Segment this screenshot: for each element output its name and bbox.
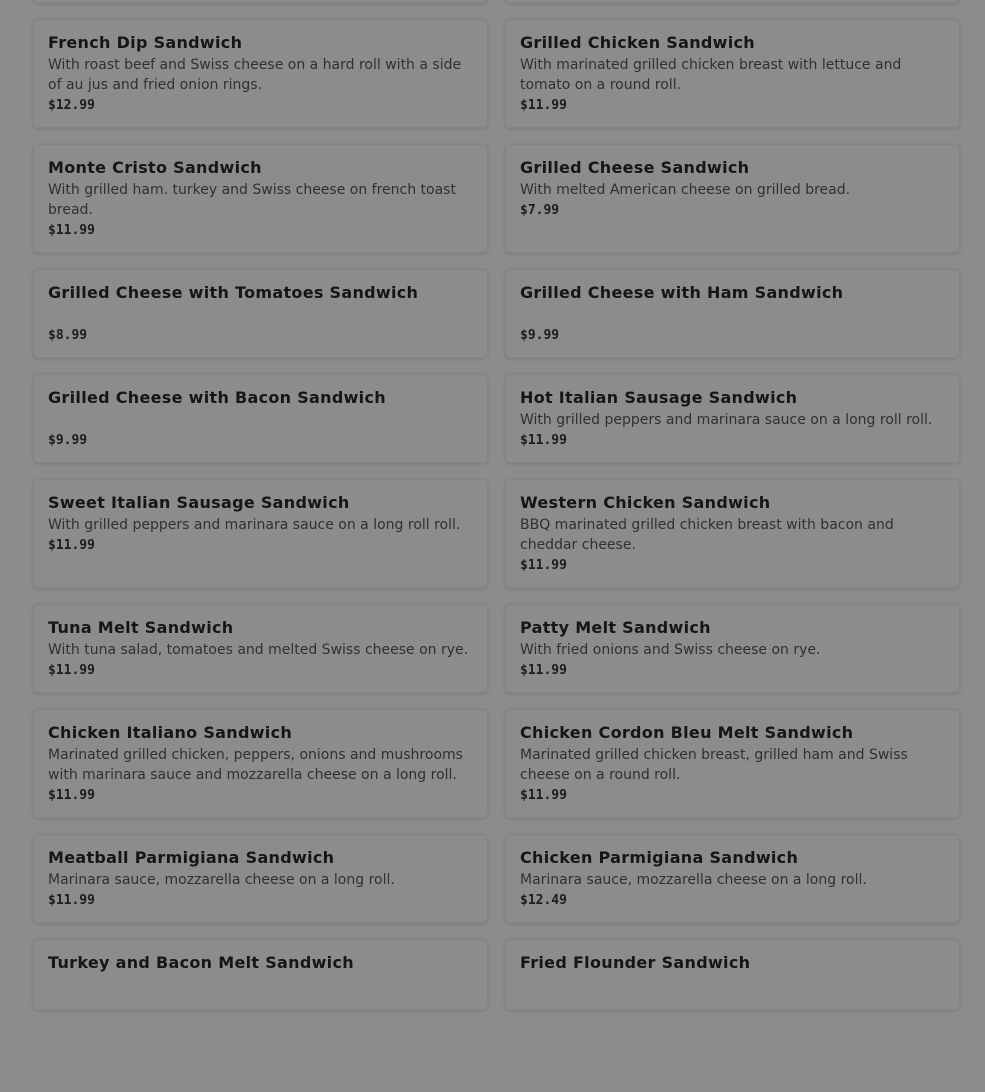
menu-item-description: Marinated grilled chicken, peppers, onions and mushrooms with marinara sauce and mozzarella cheese on a long roll.: [48, 747, 463, 783]
menu-item-description: With marinated grilled chicken breast with lettuce and tomato on a round roll.: [520, 57, 902, 93]
menu-item-name: Grilled Chicken Sandwich: [520, 33, 755, 52]
menu-item-price: $11.99: [520, 433, 567, 448]
menu-item-card[interactable]: [505, 604, 960, 693]
menu-item-description: With roast beef and Swiss cheese on a hard roll with a side of au jus and fried onion rings.: [48, 57, 462, 93]
menu-item-card[interactable]: [33, 269, 488, 358]
menu-item-name: Chicken Cordon Bleu Melt Sandwich: [520, 723, 854, 742]
menu-item-card[interactable]: [505, 834, 960, 923]
menu-item-price: $11.99: [520, 558, 567, 573]
menu-item-card[interactable]: [505, 709, 960, 818]
menu-item-price: $11.99: [48, 893, 95, 908]
menu-item-description: Marinara sauce, mozzarella cheese on a long roll.: [520, 872, 867, 888]
menu-item-price: $8.99: [48, 328, 88, 343]
menu-item-description: [520, 305, 945, 325]
menu-item-card[interactable]: [33, 834, 488, 923]
menu-item-description: [520, 975, 945, 995]
menu-item-description: Marinated grilled chicken breast, grilled ham and Swiss cheese on a round roll.: [520, 747, 908, 783]
menu-item-description: BBQ marinated grilled chicken breast with bacon and cheddar cheese.: [520, 517, 894, 553]
menu-item-price: $11.99: [48, 663, 95, 678]
menu-item-description: With melted American cheese on grilled bread.: [520, 182, 851, 198]
menu-item-card[interactable]: [505, 19, 960, 128]
menu-item-name: Grilled Cheese with Ham Sandwich: [520, 283, 844, 302]
menu-item-card[interactable]: [505, 269, 960, 358]
menu-item-card[interactable]: [33, 19, 488, 128]
menu-item-card[interactable]: [33, 374, 488, 463]
menu-item-description: With grilled peppers and marinara sauce on a long roll roll.: [520, 412, 933, 428]
menu-item-price: $9.99: [520, 328, 560, 343]
menu-item-card[interactable]: [505, 939, 960, 1010]
menu-item-card[interactable]: [505, 0, 960, 3]
menu-item-description: With grilled peppers and marinara sauce on a long roll roll.: [48, 517, 461, 533]
menu-item-price: $11.99: [48, 538, 95, 553]
menu-item-description: [48, 975, 473, 995]
menu-item-card[interactable]: [33, 0, 488, 3]
menu-item-name: Monte Cristo Sandwich: [48, 158, 262, 177]
menu-item-price: $11.99: [48, 788, 95, 803]
menu-item-name: Western Chicken Sandwich: [520, 493, 771, 512]
menu-item-price: $11.99: [48, 223, 95, 238]
menu-item-name: Sweet Italian Sausage Sandwich: [48, 493, 350, 512]
menu-item-card[interactable]: [33, 709, 488, 818]
menu-item-name: Patty Melt Sandwich: [520, 618, 711, 637]
menu-item-name: French Dip Sandwich: [48, 33, 243, 52]
menu-item-name: Chicken Parmigiana Sandwich: [520, 848, 799, 867]
menu-item-card[interactable]: [33, 144, 488, 253]
menu-item-card[interactable]: [505, 374, 960, 463]
menu-item-name: Chicken Italiano Sandwich: [48, 723, 293, 742]
menu-item-card[interactable]: [33, 939, 488, 1010]
menu-item-name: Grilled Cheese Sandwich: [520, 158, 750, 177]
menu-item-description: [48, 410, 473, 430]
menu-item-price: $11.99: [520, 663, 567, 678]
menu-item-card[interactable]: [505, 479, 960, 588]
menu-item-name: Meatball Parmigiana Sandwich: [48, 848, 335, 867]
menu-item-name: Grilled Cheese with Bacon Sandwich: [48, 388, 386, 407]
menu-item-card[interactable]: [33, 479, 488, 588]
menu-item-name: Turkey and Bacon Melt Sandwich: [48, 953, 354, 972]
menu-item-description: Marinara sauce, mozzarella cheese on a long roll.: [48, 872, 395, 888]
menu-item-price: $7.99: [520, 203, 560, 218]
menu-item-description: [48, 305, 473, 325]
menu-item-price: $11.99: [520, 788, 567, 803]
menu-item-card[interactable]: [33, 604, 488, 693]
menu-item-price: $9.99: [48, 433, 88, 448]
menu-item-name: Hot Italian Sausage Sandwich: [520, 388, 798, 407]
menu-item-grid: [33, 0, 960, 1026]
menu-item-description: With fried onions and Swiss cheese on rye.: [520, 642, 821, 658]
menu-item-name: Fried Flounder Sandwich: [520, 953, 751, 972]
menu-item-name: Tuna Melt Sandwich: [48, 618, 234, 637]
menu-item-price: $11.99: [520, 98, 567, 113]
menu-item-description: With tuna salad, tomatoes and melted Swiss cheese on rye.: [48, 642, 469, 658]
menu-item-name: Grilled Cheese with Tomatoes Sandwich: [48, 283, 419, 302]
menu-item-price: $12.99: [48, 98, 95, 113]
menu-item-card[interactable]: [505, 144, 960, 253]
menu-item-description: With grilled ham. turkey and Swiss cheese on french toast bread.: [48, 182, 456, 218]
menu-item-price: $12.49: [520, 893, 567, 908]
